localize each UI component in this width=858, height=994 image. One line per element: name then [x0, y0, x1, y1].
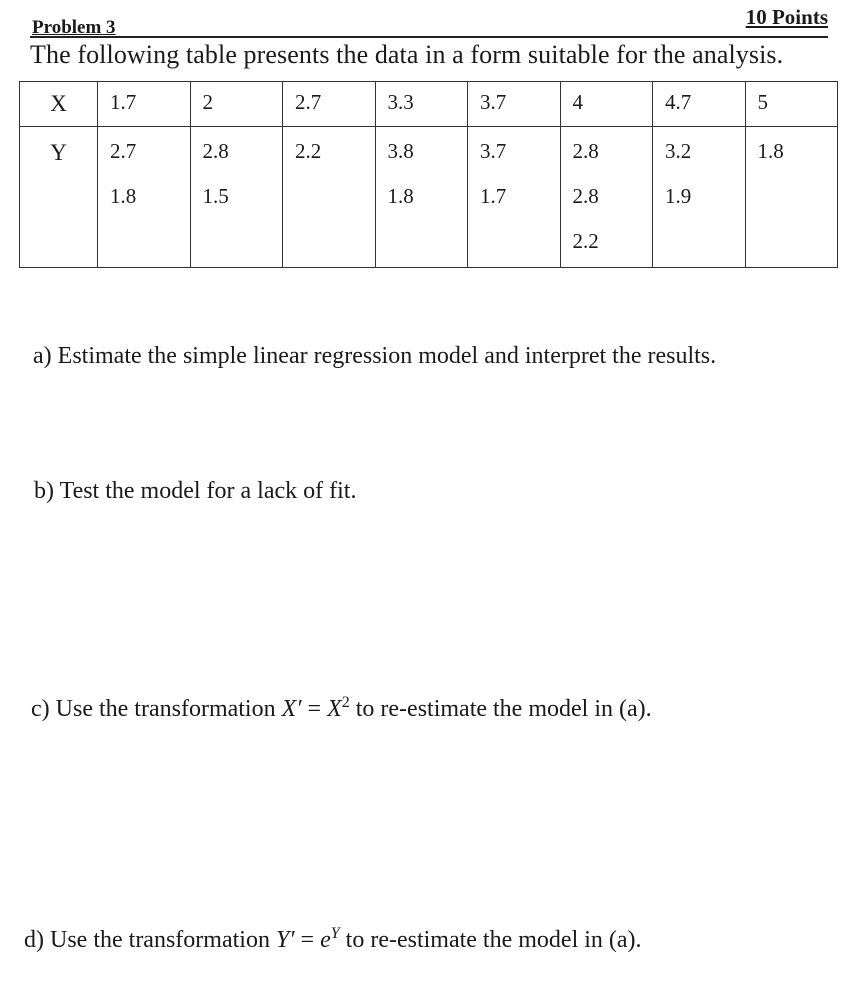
- y-cell: 2.7: [98, 127, 191, 173]
- y-cell: [283, 217, 376, 268]
- table-row-y-3: [20, 217, 838, 268]
- y-cell: 2.8: [190, 127, 283, 173]
- question-c-text-after: to re-estimate the model in (a).: [355, 696, 652, 722]
- y-cell: 1.9: [653, 172, 746, 217]
- y-cell: 2.8: [560, 172, 653, 217]
- intro-text: The following table presents the data in a form suitable for the analysis.: [30, 40, 784, 69]
- y-cell: [468, 217, 561, 268]
- table-row-y-1: [20, 127, 838, 173]
- x-cell: 2.7: [283, 82, 376, 127]
- y-cell: 1.8: [375, 172, 468, 217]
- y-cell: 1.8: [98, 172, 191, 217]
- x-cell: 1.7: [98, 82, 191, 127]
- y-cell: 2.8: [560, 127, 653, 173]
- x-cell: 4: [560, 82, 653, 127]
- question-c-math-lhs: X′: [281, 696, 302, 722]
- y-cell: 1.8: [745, 127, 838, 173]
- y-cell: 3.2: [653, 127, 746, 173]
- question-c-math-base: X: [327, 696, 342, 722]
- y-cell: [745, 172, 838, 217]
- question-c-label: c): [31, 696, 50, 722]
- question-d-text-after: to re-estimate the model in (a).: [345, 927, 642, 953]
- data-table: [19, 81, 838, 268]
- question-c-text-before: Use the transformation: [55, 696, 276, 722]
- question-c-math-rhs: [327, 696, 350, 722]
- x-cell: 3.3: [375, 82, 468, 127]
- question-b: [34, 478, 356, 505]
- x-cell: 2: [190, 82, 283, 127]
- x-cell: 3.7: [468, 82, 561, 127]
- y-cell: [98, 217, 191, 268]
- y-cell: [375, 217, 468, 268]
- question-d-label: d): [24, 927, 44, 953]
- table-row-x: [20, 82, 838, 127]
- question-d-text-before: Use the transformation: [50, 927, 270, 953]
- question-a: [33, 343, 716, 370]
- question-b-text: Test the model for a lack of fit.: [59, 478, 357, 504]
- question-c-math-exp: 2: [341, 694, 350, 711]
- problem-title: Problem 3: [32, 17, 116, 38]
- question-d-math-base: e: [320, 927, 331, 953]
- question-a-text: Estimate the simple linear regression model and interpret the results.: [57, 343, 717, 369]
- y-cell: 1.5: [190, 172, 283, 217]
- header-divider: [30, 36, 828, 38]
- points-label: 10 Points: [745, 5, 828, 29]
- question-a-label: a): [33, 343, 52, 369]
- y-cell: [190, 217, 283, 268]
- y-cell: [653, 217, 746, 268]
- y-cell: 2.2: [560, 217, 653, 268]
- x-cell: 5: [745, 82, 838, 127]
- question-d-math-lhs: Y′: [275, 927, 295, 953]
- y-cell: 2.2: [283, 127, 376, 173]
- row-label-empty: [20, 217, 98, 268]
- y-cell: [745, 217, 838, 268]
- question-d: [24, 925, 642, 954]
- table-row-y-2: [20, 172, 838, 217]
- x-cell: 4.7: [653, 82, 746, 127]
- question-b-label: b): [34, 478, 54, 504]
- row-label-y: Y: [20, 127, 98, 173]
- y-cell: 1.7: [468, 172, 561, 217]
- y-cell: 3.7: [468, 127, 561, 173]
- row-label-x: X: [20, 82, 98, 127]
- question-d-equals: =: [300, 927, 315, 953]
- question-c: [31, 694, 652, 723]
- y-cell: 3.8: [375, 127, 468, 173]
- question-d-math-rhs: [320, 927, 340, 953]
- question-c-equals: =: [307, 696, 322, 722]
- y-cell: [283, 172, 376, 217]
- question-d-math-exp: Y: [330, 925, 340, 942]
- row-label-empty: [20, 172, 98, 217]
